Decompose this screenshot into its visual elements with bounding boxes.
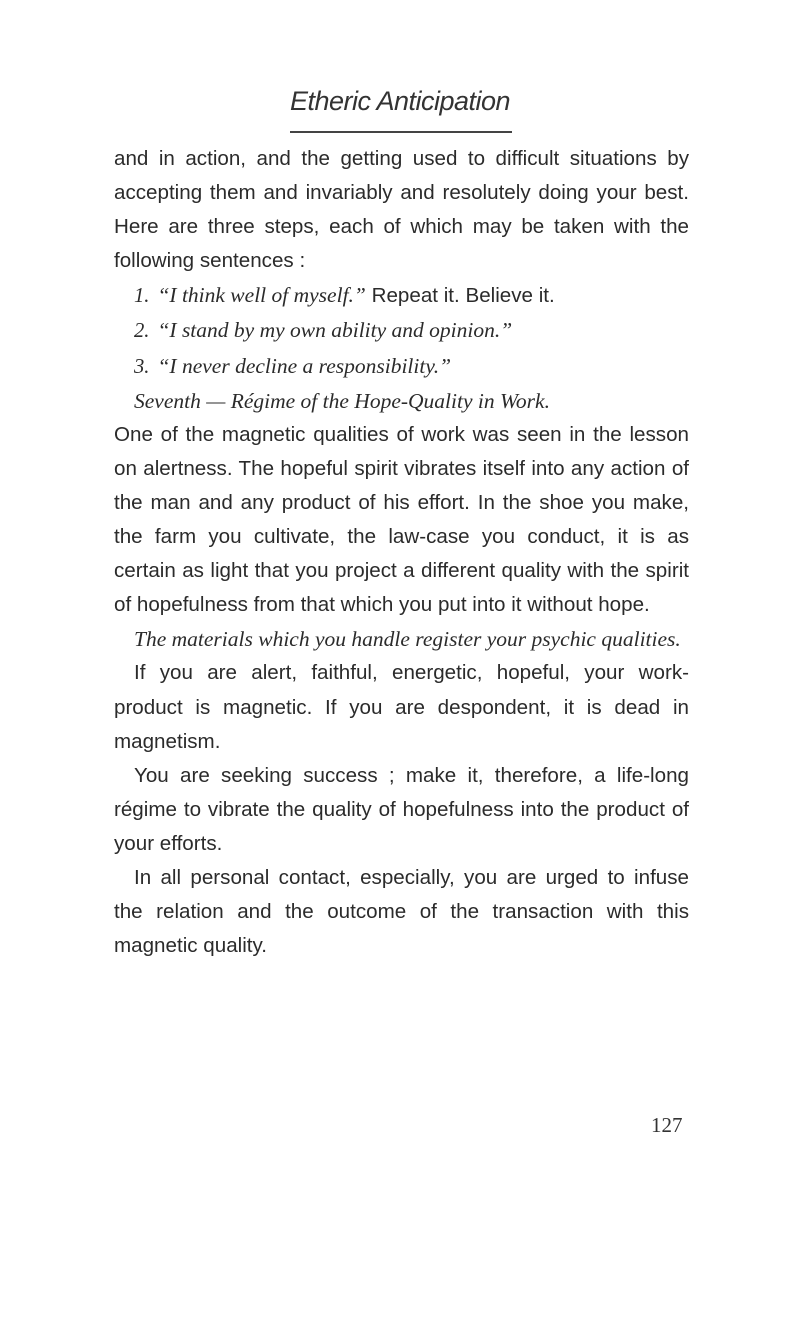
section-heading: Seventh — Régime of the Hope-Quality in Work.	[134, 388, 550, 413]
step-1	[114, 278, 689, 313]
step-1-sentence: “I think well of myself.”	[157, 283, 366, 308]
header-rule	[290, 131, 512, 133]
step-3-number: 3.	[134, 355, 150, 378]
step-3	[114, 349, 689, 384]
paragraph-alert: If you are alert, faithful, energetic, hopeful, your work-product is magnetic. If you are despondent, it is dead in magnetism.	[114, 661, 689, 753]
italic-statement: The materials which you handle register your psychic qualities.	[134, 627, 681, 652]
running-title: Etheric Anticipation	[289, 86, 511, 116]
step-3-sentence: “I never decline a responsibility.”	[157, 353, 452, 378]
page-number: 127	[651, 1113, 683, 1137]
step-1-instruction: Repeat it. Believe it.	[365, 284, 555, 308]
intro-paragraph: and in action, and the getting used to difficult situations by accepting them and invariably and resolutely doing your best. Here are three steps, each of which may be taken with the following sentences :	[114, 147, 689, 273]
paragraph-success: You are seeking success ; make it, therefore, a life-long régime to vibrate the quality of hopefulness into the product of your efforts.	[114, 763, 689, 855]
step-2-sentence: “I stand by my own ability and opinion.”	[157, 318, 513, 343]
page-text	[114, 142, 689, 963]
step-2-number: 2.	[134, 320, 150, 343]
step-1-number: 1.	[134, 285, 150, 308]
paragraph-contact: In all personal contact, especially, you are urged to infuse the relation and the outcome of the transaction with this magnetic quality.	[114, 865, 689, 958]
step-2	[114, 313, 689, 348]
paragraph-hope-quality: One of the magnetic qualities of work was seen in the lesson on alertness. The hopeful spirit vibrates itself into any action of the man and any product of his effort. In the shoe you make, the farm you cultivate, the law-case you conduct, it is as certain as light that you project a different quality with the spirit of hopefulness from that which you put into it without hope.	[114, 422, 689, 617]
